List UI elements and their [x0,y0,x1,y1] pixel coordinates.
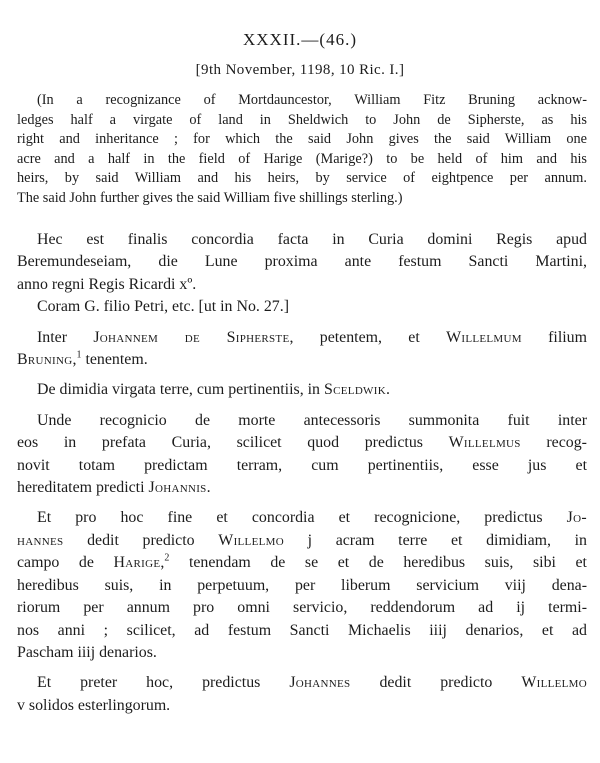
english-summary [17,91,587,209]
paragraph-payment [17,672,587,717]
text-line: Beremundeseiam, die Lune proxima ante festum Sancti Martini, [17,253,587,271]
text-segment: tenentem. [85,351,148,369]
paragraph-coram [17,296,587,318]
party-name: Willelmus [448,434,521,452]
party-surname: Bruning [17,351,73,369]
text-segment: dedit predicto [87,531,195,549]
text-segment: hereditatem predicti [17,479,145,497]
text-line [17,432,587,454]
party-name-tenent: Willelmum [446,328,522,346]
text-line: Pascham iiij denarios. [17,643,157,661]
party-name-petent: Johannem de Sipherste [93,328,290,346]
party-name: Willelmo [521,674,587,692]
text-segment: Inter [37,328,67,346]
text-segment: Et preter hoc, predictus [37,674,261,692]
text-line: novit totam predictam terram, cum pertinentiis, esse jus et [17,456,587,474]
text-line: Unde recognicio de morte antecessoris summonita fuit inter [37,411,587,429]
footnote-ref: 1 [76,349,82,361]
text-segment: . [385,381,390,399]
text-line [17,530,587,552]
paragraph-property [17,379,587,401]
party-name: hannes [17,531,64,549]
party-name: Willelmo [218,531,284,549]
text-segment: De dimidia virgata terre, cum pertinentiis, in [37,381,321,399]
text-line [17,672,587,694]
paragraph-parties [17,327,587,372]
text-segment: dedit predicto [379,674,493,692]
text-segment: Et pro hoc fine et concordia et recognicione, predictus [37,509,543,527]
text-line: riorum per annum pro omni servicio, reddendorum ad ij termi- [17,599,587,617]
text-line [17,507,587,529]
text-line: heredibus suis, in perpetuum, per liberum servicium viij dena- [17,576,587,594]
place-name: Sceldwik [324,381,386,399]
text-line: Bruning,$^1$ tenentem. [17,349,148,369]
summary-line: (In a recognizance of Mortdauncestor, William Fitz Bruning acknow- [37,92,587,108]
text-line: v solidos esterlingorum. [17,696,171,714]
text-segment: , petentem, et [289,328,420,346]
paragraph-recognition [17,410,587,500]
footnote-ref: 2 [164,552,170,564]
text-line [17,477,587,499]
summary-line: right and inheritance ; for which the said John gives the said William one [17,131,587,148]
text-line: Coram G. filio Petri, etc. [ut in No. 27.] [37,298,289,316]
text-line: nos anni ; scilicet, ad festum Sancti Michaelis iiij denarios, et ad [17,621,587,639]
text-segment: j acram terre et dimidiam, in [307,531,587,549]
summary-line: acre and a half in the field of Harige (Marige?) to be held of him and his [17,150,587,167]
paragraph-grant [17,507,587,664]
party-name: Jo- [566,509,587,527]
party-name: Johannes [289,674,351,692]
text-segment: campo de [17,554,94,572]
party-name: Johannis [148,479,207,497]
summary-line: ledges half a virgate of land in Sheldwich to John de Sipherste, as his [17,111,587,128]
text-line: anno regni Regis Ricardi xº. [17,275,197,293]
text-segment: recog- [546,434,587,452]
text-segment: eos in prefata Curia, scilicet quod predictus [17,434,423,452]
charter-date: [9th November, 1198, 10 Ric. I.] [195,62,405,78]
text-line: campo de Harige,$^2$ tenendam de se et de heredibus suis, sibi et [17,552,587,572]
text-line [17,327,587,349]
summary-line: heirs, by said William and his heirs, by service of eightpence per annum. [17,170,587,187]
latin-text [17,229,587,725]
text-segment: . [206,479,211,497]
summary-line: The said John further gives the said William five shillings sterling.) [17,189,403,206]
text-line [17,379,587,401]
charter-heading: XXXII.—(46.) [243,30,357,49]
text-segment: filium [548,328,587,346]
text-segment: tenendam de se et de heredibus suis, sibi et [188,554,587,572]
paragraph-concord [17,229,587,296]
place-name: Harige [113,554,161,572]
text-line: Hec est finalis concordia facta in Curia domini Regis apud [37,231,587,248]
